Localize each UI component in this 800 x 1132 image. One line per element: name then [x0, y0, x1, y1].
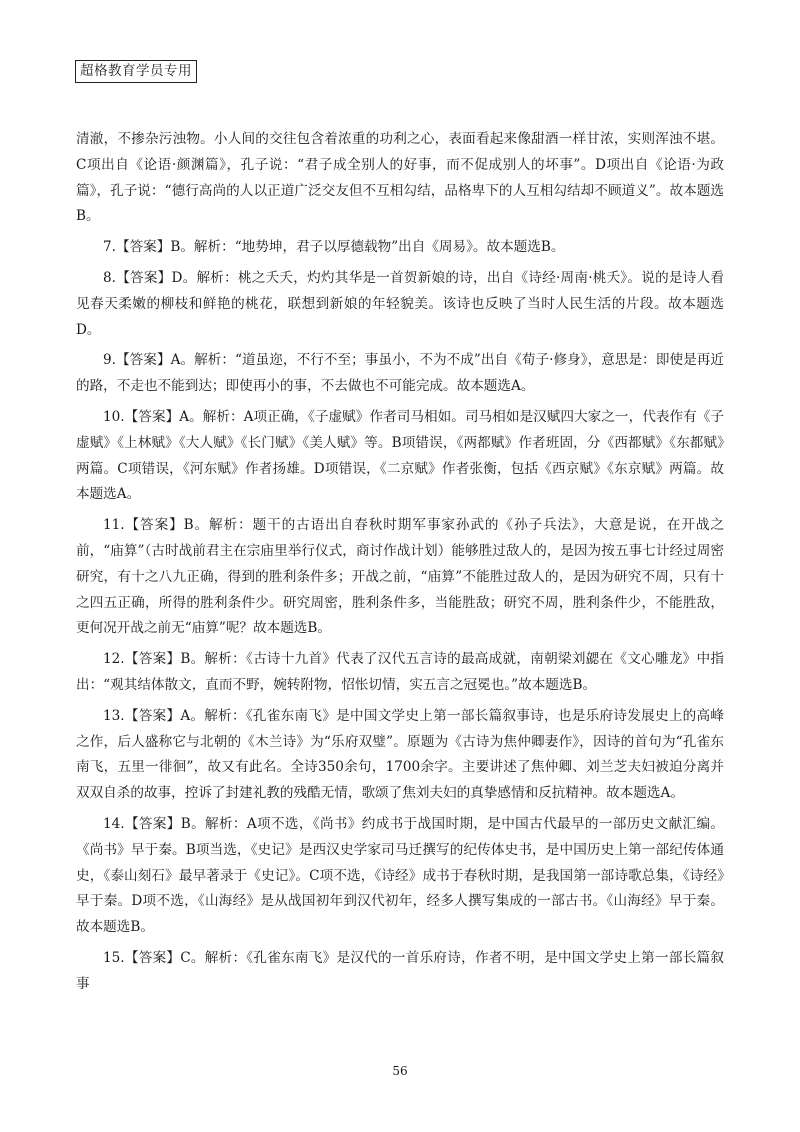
- answer-13: 13.【答案】A。解析：《孔雀东南飞》是中国文学史上第一部长篇叙事诗，也是乐府诗发展史上的高峰之作，后人盛称它与北朝的《木兰诗》为“乐府双璧”。原题为《古诗为焦仲卿妻作》，因诗的首句为“孔雀东南飞，五里一徘徊”，故又有此名。全诗350余句，1700余字。主要讲述了焦仲卿、刘兰芝夫妇被迫分离并双双自杀的故事，控诉了封建礼教的残酷无情，歌颂了焦刘夫妇的真挚感情和反抗精神。故本题选A。: [76, 707, 724, 802]
- answer-9: 9.【答案】A。解析：“道虽迩，不行不至；事虽小，不为不成”出自《荀子·修身》，意思是：即使是再近的路，不走也不能到达；即使再小的事，不去做也不可能完成。故本题选A。: [76, 352, 724, 395]
- answer-10: 10.【答案】A。解析：A项正确，《子虚赋》作者司马相如。司马相如是汉赋四大家之一，代表作有《子虚赋》《上林赋》《大人赋》《长门赋》《美人赋》等。B项错误，《两都赋》作者班固，分《西都赋》《东都赋》两篇。C项错误，《河东赋》作者扬雄。D项错误，《二京赋》作者张衡，包括《西京赋》《东京赋》两篇。故本题选A。: [76, 408, 724, 503]
- answer-15: 15.【答案】C。解析：《孔雀东南飞》是汉代的一首乐府诗，作者不明，是中国文学史上第一部长篇叙事: [76, 949, 724, 992]
- header-label: 超格教育学员专用: [75, 60, 197, 83]
- answer-12: 12.【答案】B。解析：《古诗十九首》代表了汉代五言诗的最高成就，南朝梁刘勰在《文心雕龙》中指出：“观其结体散文，直而不野，婉转附物，怊怅切情，实五言之冠冕也。”故本题选B。: [76, 651, 724, 693]
- answer-8: 8.【答案】D。解析：桃之夭夭，灼灼其华是一首贺新娘的诗，出自《诗经·周南·桃夭》。说的是诗人看见春天柔嫩的柳枝和鲜艳的桃花，联想到新娘的年轻貌美。该诗也反映了当时人民生活的片段。故本题选D。: [76, 269, 724, 338]
- paragraph-continuation: 清澈，不掺杂污浊物。小人间的交往包含着浓重的功利之心，表面看起来像甜酒一样甘浓，实则浑浊不堪。C项出自《论语·颜渊篇》，孔子说：“君子成全别人的好事，而不促成别人的坏事”。D项出自《论语·为政篇》，孔子说：“德行高尚的人以正道广泛交友但不互相勾结，品格卑下的人互相勾结却不顾道义”。故本题选B。: [76, 131, 724, 225]
- answer-11: 11.【答案】B。解析：题干的古语出自春秋时期军事家孙武的《孙子兵法》，大意是说，在开战之前，“庙算”（古时战前君主在宗庙里举行仪式，商讨作战计划）能够胜过敌人的，是因为按五事七计经过周密研究，有十之八九正确，得到的胜利条件多；开战之前，“庙算”不能胜过敌人的，是因为研究不周，只有十之四五正确，所得的胜利条件少。研究周密，胜利条件多，当能胜敌；研究不周，胜利条件少，不能胜敌，更何况开战之前无“庙算”呢？故本题选B。: [76, 517, 724, 637]
- answer-14: 14.【答案】B。解析：A项不选，《尚书》约成书于战国时期，是中国古代最早的一部历史文献汇编。《尚书》早于秦。B项当选，《史记》是西汉史学家司马迁撰写的纪传体史书，是中国历史上第一部纪传体通史，《泰山刻石》最早著录于《史记》。C项不选，《诗经》成书于春秋时期，是我国第一部诗歌总集，《诗经》早于秦。D项不选，《山海经》是从战国初年到汉代初年，经多人撰写集成的一部古书。《山海经》早于秦。故本题选B。: [76, 815, 724, 936]
- answer-explanations: [76, 127, 724, 1003]
- page-number: 56: [392, 1064, 408, 1078]
- answer-7: 7.【答案】B。解析：“地势坤，君子以厚德载物”出自《周易》。故本题选B。: [103, 239, 565, 256]
